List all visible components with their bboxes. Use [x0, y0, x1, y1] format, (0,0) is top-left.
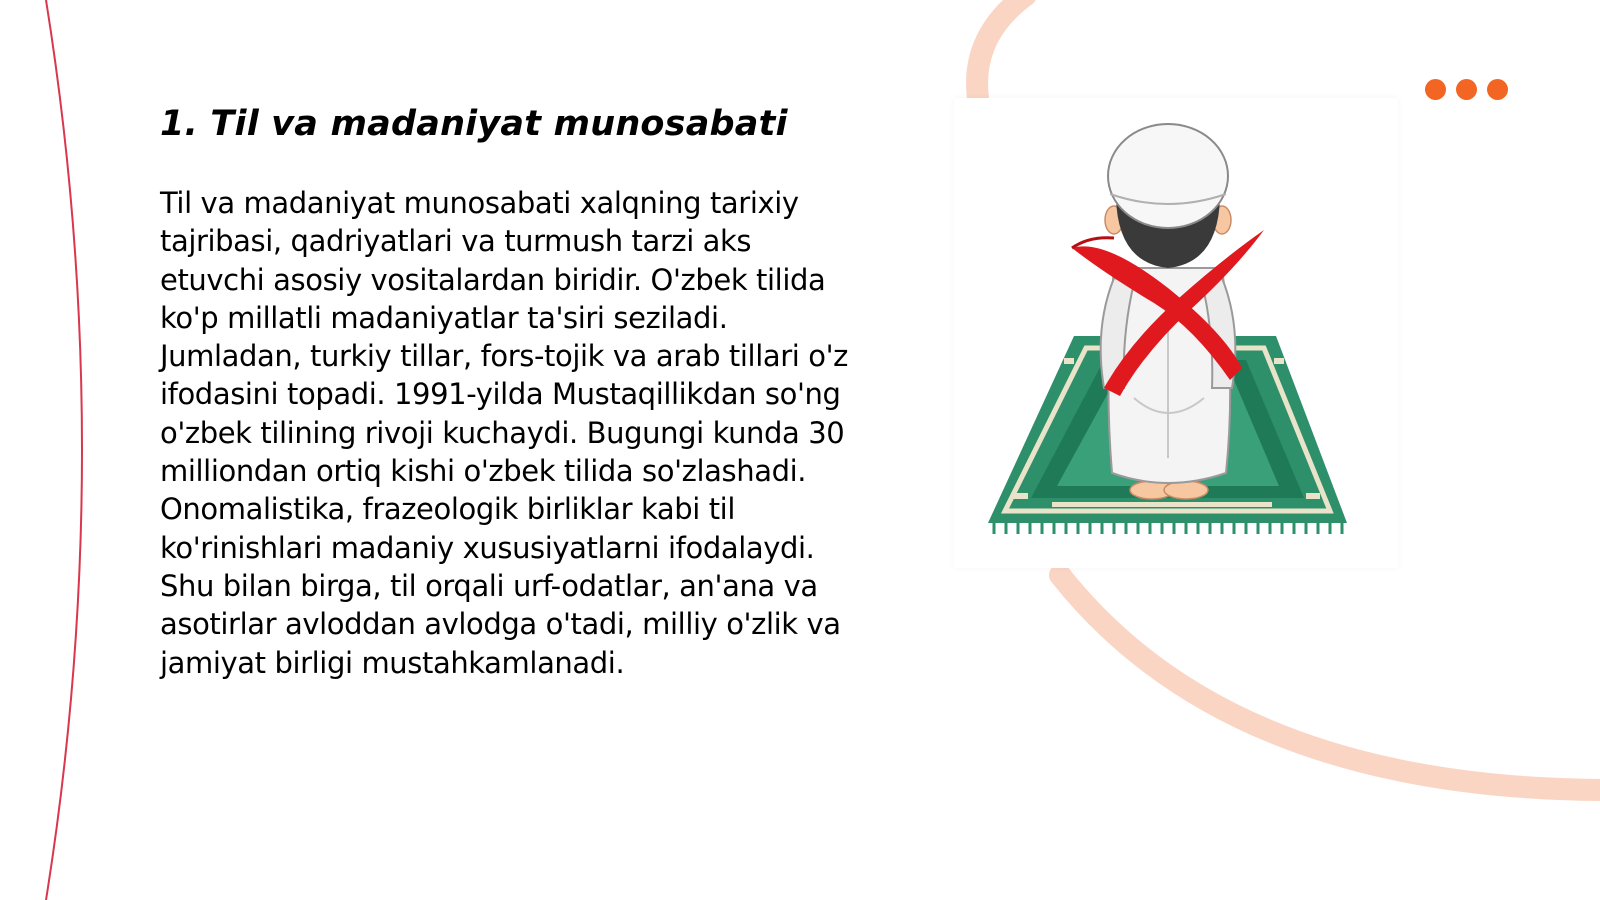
- dot-icon: [1487, 79, 1508, 100]
- dots-menu-icon: [1425, 79, 1515, 101]
- body-paragraph: Til va madaniyat munosabati xalqning tarixiy tajribasi, qadriyatlari va turmush tarzi aks etuvchi asosiy vositalardan biridir. O'zbek tilida ko'p millatli madaniyatlar ta'siri seziladi. Jumladan, turkiy tillar, fors-tojik va arab tillari o'z ifodasini topadi. 1991-yilda Mustaqillikdan so'ng o'zbek tilining rivoji kuchaydi. Bugungi kunda 30 milliondan ortiq kishi o'zbek tilida so'zlashadi. Onomalistika, frazeologik birliklar kabi til ko'rinishlari madaniy xususiyatlarni ifodalaydi. Shu bilan birga, til orqali urf-odatlar, an'ana va asotirlar avloddan avlodga o'tadi, milliy o'zlik va jamiyat birligi mustahkamlanadi.: [160, 186, 848, 680]
- peach-arc: [977, 0, 1026, 110]
- praying-man-crossed-out-icon: [954, 98, 1398, 568]
- dot-icon: [1456, 79, 1477, 100]
- illustration-card: [954, 98, 1398, 568]
- peach-arc-lower: [1060, 575, 1600, 790]
- left-curve-line: [46, 0, 82, 900]
- slide-title: 1. Til va madaniyat munosabati: [160, 104, 788, 144]
- dot-icon: [1425, 79, 1446, 100]
